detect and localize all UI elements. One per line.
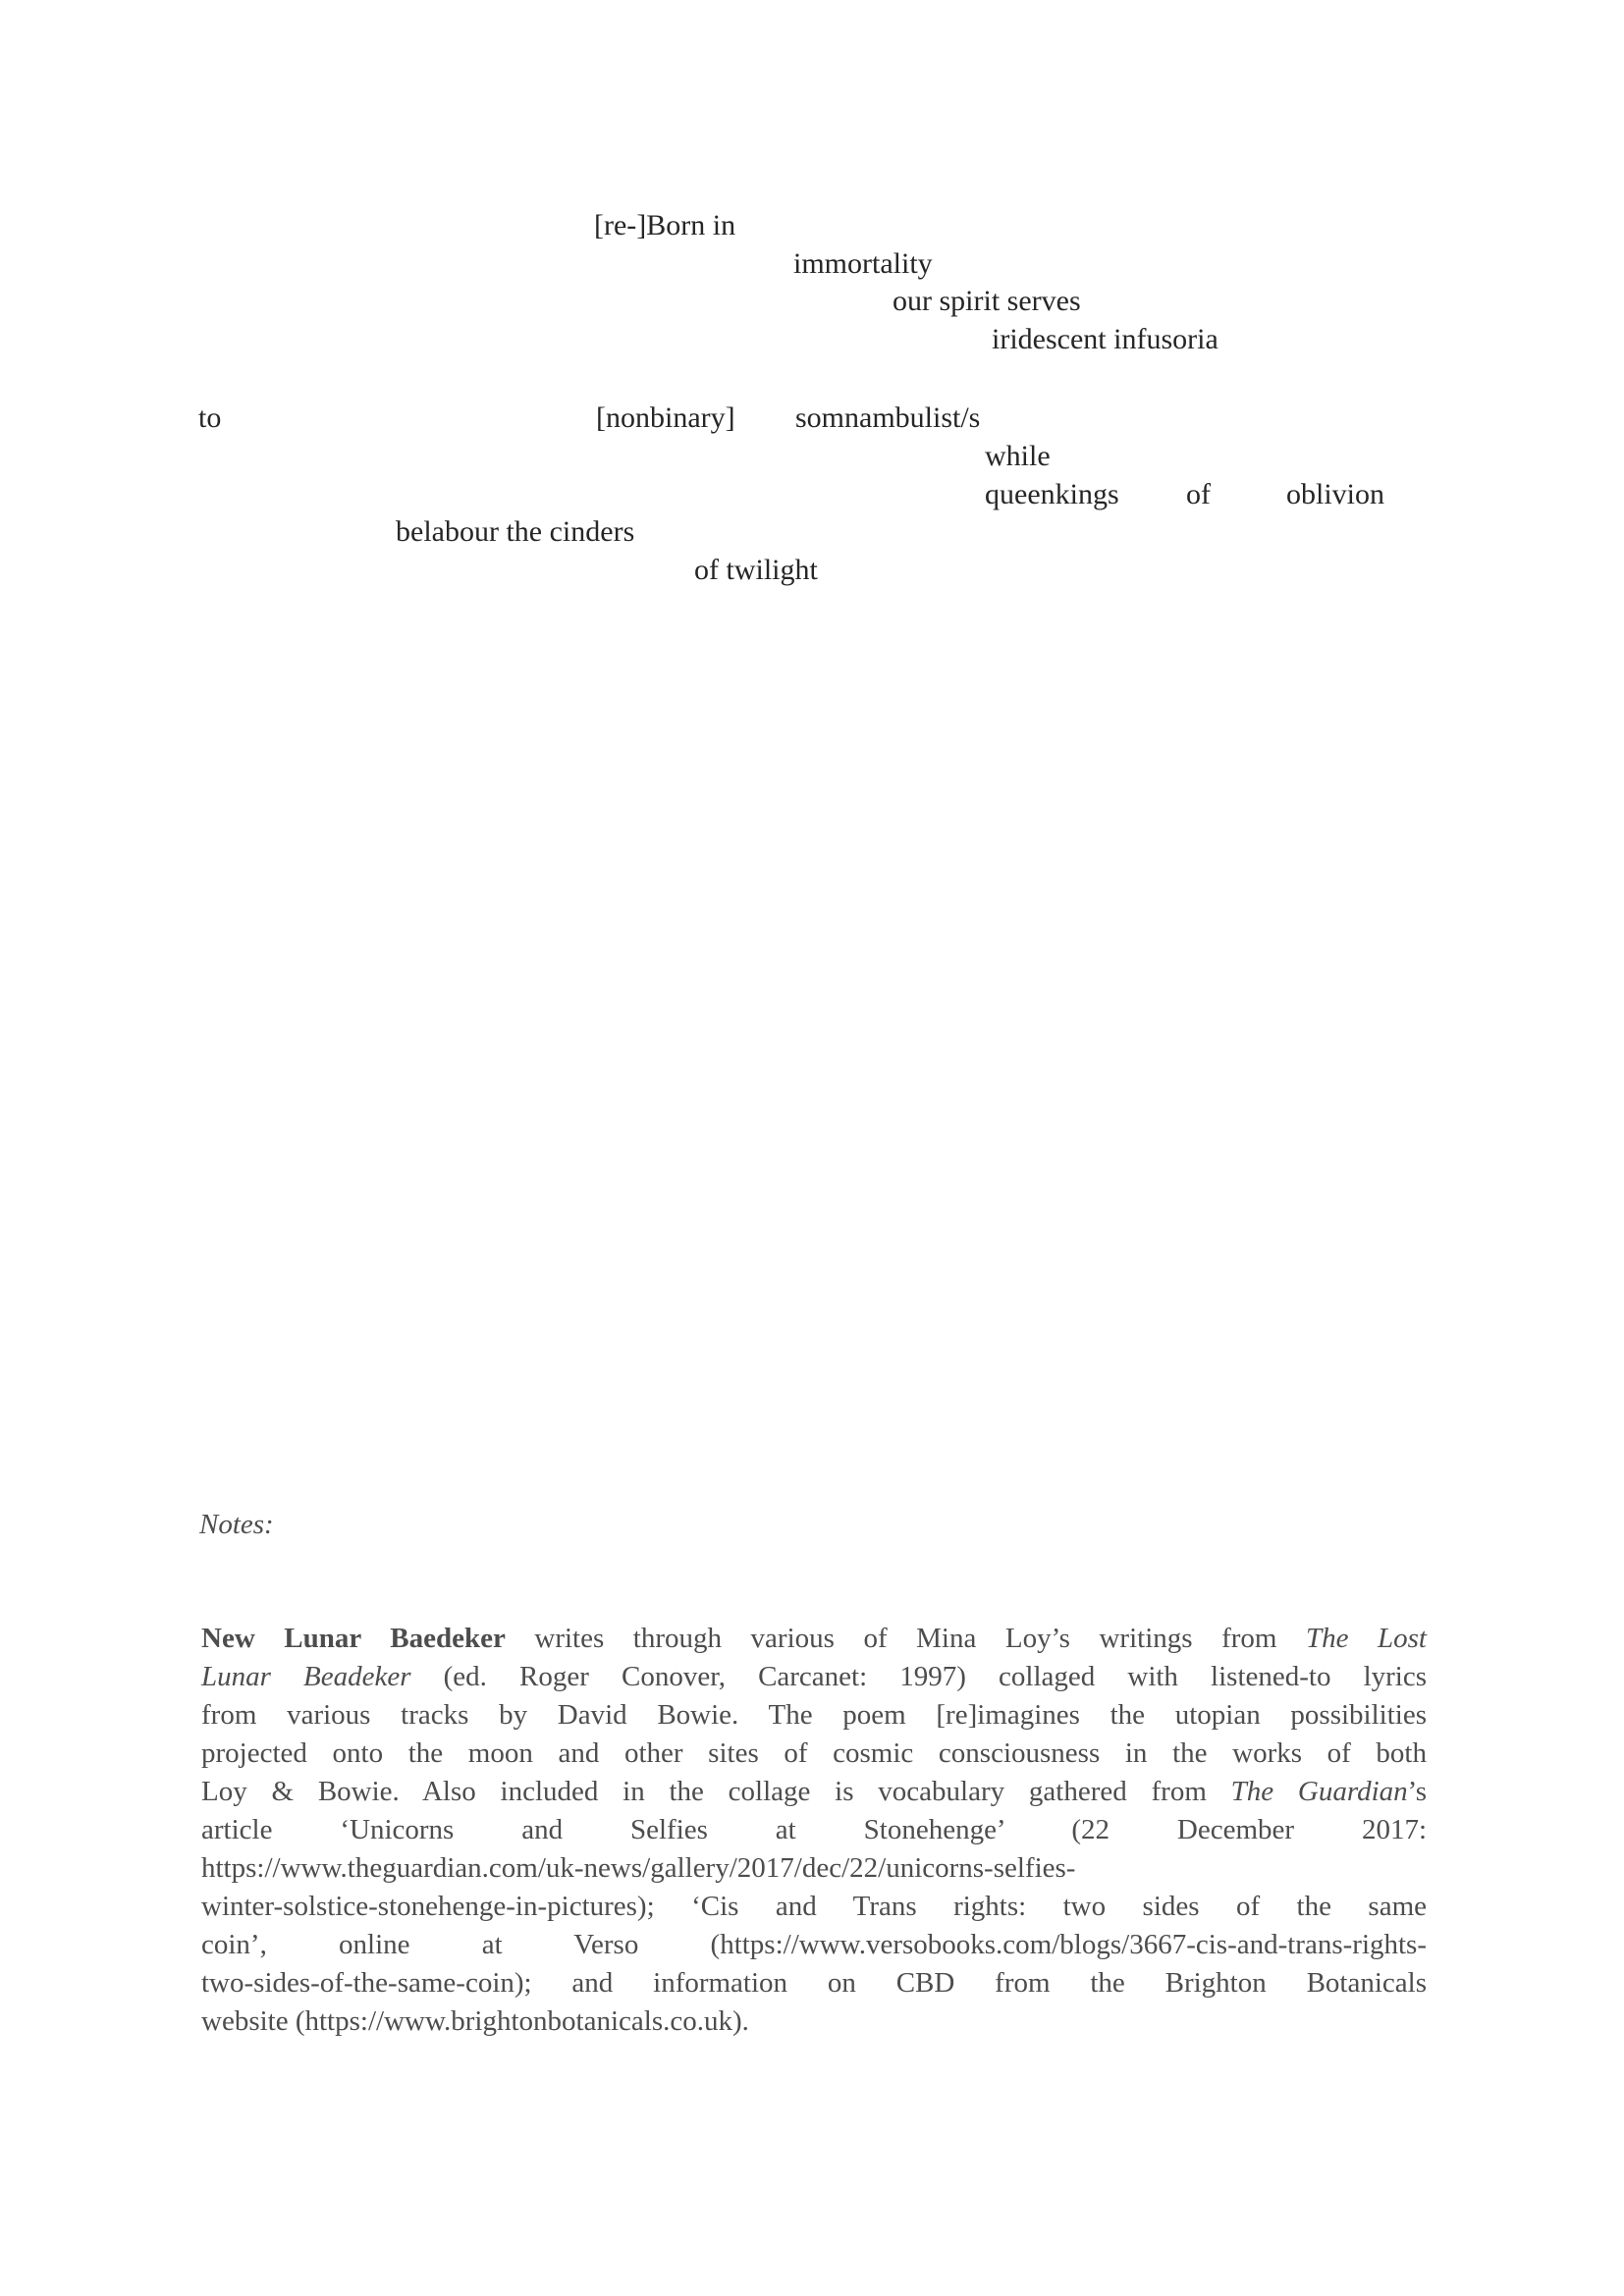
- poem-fragment-iridescent: iridescent infusoria: [992, 323, 1218, 355]
- notes-paragraph: [201, 1620, 1427, 2041]
- notes-heading: Notes:: [199, 1509, 274, 1540]
- notes-line: article ‘Unicorns and Selfies at Stonehenge’ (22 December 2017:: [201, 1814, 1427, 1845]
- notes-line: projected onto the moon and other sites of cosmic consciousness in the works of both: [201, 1737, 1427, 1769]
- poem-fragment-to: to: [198, 401, 222, 434]
- notes-line: New Lunar Baedeker writes through various of Mina Loy’s writings from The Lost: [201, 1623, 1427, 1654]
- poem-fragment-of: of: [1186, 478, 1211, 510]
- notes-line: coin’, online at Verso (https://www.versobooks.com/blogs/3667-cis-and-trans-rights-: [201, 1929, 1427, 1960]
- notes-line: from various tracks by David Bowie. The poem [re]imagines the utopian possibilities: [201, 1699, 1427, 1731]
- poem-fragment-immortality: immortality: [793, 247, 933, 280]
- notes-line: https://www.theguardian.com/uk-news/gallery/2017/dec/22/unicorns-selfies-: [201, 1852, 1076, 1884]
- notes-line: Loy & Bowie. Also included in the collage is vocabulary gathered from The Guardian’s: [201, 1776, 1427, 1807]
- notes-line: winter-solstice-stonehenge-in-pictures); ‘Cis and Trans rights: two sides of the same: [201, 1891, 1427, 1922]
- poem-fragment-while: while: [985, 440, 1051, 472]
- poem-fragment-of-twilight: of twilight: [694, 554, 818, 586]
- notes-line: Lunar Beadeker (ed. Roger Conover, Carcanet: 1997) collaged with listened-to lyrics: [201, 1661, 1427, 1692]
- poem-fragment-somnambulist: somnambulist/s: [795, 401, 981, 434]
- poem-fragment-oblivion: oblivion: [1286, 478, 1385, 510]
- notes-line: website (https://www.brightonbotanicals.co.uk).: [201, 2005, 749, 2037]
- poem-fragment-re-born-in: [re-]Born in: [594, 209, 736, 241]
- poem-fragment-our-spirit-serves: our spirit serves: [893, 285, 1081, 317]
- poem-fragment-nonbinary: [nonbinary]: [596, 401, 735, 434]
- poem-fragment-queenkings: queenkings: [985, 478, 1119, 510]
- poem-fragment-belabour: belabour the cinders: [396, 515, 635, 548]
- notes-line: two-sides-of-the-same-coin); and information on CBD from the Brighton Botanicals: [201, 1967, 1427, 1999]
